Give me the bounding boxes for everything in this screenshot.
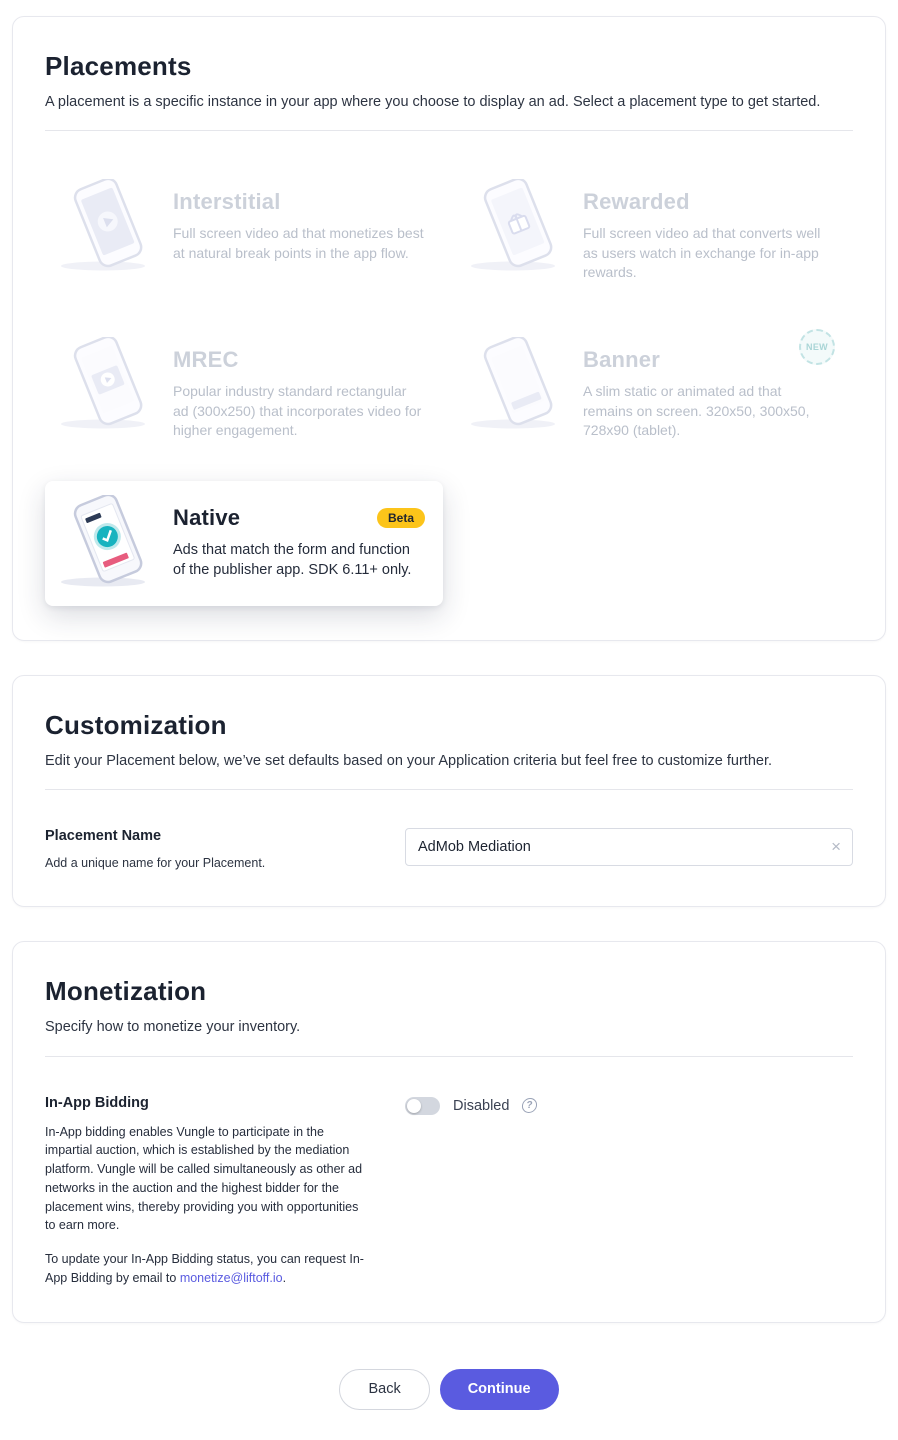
in-app-bidding-label-col	[45, 1095, 405, 1288]
customization-title: Customization	[45, 709, 227, 740]
placement-type-grid	[45, 165, 853, 606]
placement-text	[583, 179, 835, 283]
placements-card	[12, 16, 886, 641]
placement-name-label-col	[45, 828, 405, 872]
placement-name-row	[45, 828, 853, 872]
toggle-knob	[407, 1099, 421, 1113]
placement-type-interstitial[interactable]	[45, 165, 443, 297]
placement-type-rewarded[interactable]	[455, 165, 853, 297]
placement-description: A slim static or animated ad that remains on screen. 320x50, 300x50, 728x90 (tablet).	[583, 383, 810, 439]
placement-text	[173, 495, 425, 581]
placement-title: Native	[173, 504, 241, 530]
request-suffix: .	[282, 1270, 287, 1285]
monetization-title: Monetization	[45, 976, 207, 1007]
request-text: To update your In-App Bidding status, you can request In-App Bidding by email to	[45, 1252, 364, 1285]
in-app-bidding-description: In-App bidding enables Vungle to participate in the impartial auction, which is established by the mediation platform. Vungle will be called simultaneously as other ad networks in the auction and the highest bidder for the placement wins, thereby providing you with opportunities to earn more.	[45, 1124, 363, 1233]
customization-card	[12, 675, 886, 907]
continue-button[interactable]: Continue	[440, 1369, 559, 1410]
customization-subtitle: Edit your Placement below, we’ve set defaults based on your Application criteria but feel free to customize further.	[45, 752, 773, 769]
footer-actions	[12, 1357, 886, 1440]
in-app-bidding-toggle-row	[405, 1095, 853, 1115]
placement-description: Popular industry standard rectangular ad (300x250) that incorporates video for higher engagement.	[173, 383, 422, 439]
rewarded-phone-icon	[463, 179, 573, 276]
placement-title: Banner	[583, 347, 660, 373]
placement-name-label: Placement Name	[45, 828, 162, 845]
native-title-row	[173, 505, 425, 531]
help-icon[interactable]: ?	[522, 1098, 539, 1113]
placement-text	[173, 179, 425, 263]
monetization-card	[12, 941, 886, 1322]
interstitial-phone-icon	[53, 179, 163, 276]
monetization-subtitle: Specify how to monetize your inventory.	[45, 1019, 301, 1036]
monetize-email-link[interactable]: monetize@liftoff.io	[179, 1270, 283, 1285]
placement-type-native[interactable]	[45, 481, 443, 606]
divider	[45, 789, 853, 790]
placement-name-input-wrap	[405, 828, 853, 866]
placement-title: Rewarded	[583, 189, 690, 215]
placement-name-helper: Add a unique name for your Placement.	[45, 856, 266, 871]
back-button[interactable]: Back	[339, 1369, 429, 1410]
placement-description: Ads that match the form and function of the publisher app. SDK 6.11+ only.	[173, 541, 412, 579]
placement-type-banner[interactable]	[455, 323, 853, 455]
beta-badge: Beta	[377, 508, 425, 528]
in-app-bidding-status: Disabled	[453, 1097, 510, 1114]
placement-description: Full screen video ad that converts well as users watch in exchange for in-app rewards.	[583, 225, 821, 281]
divider	[45, 1056, 853, 1057]
placement-text	[173, 337, 425, 441]
new-badge: NEW	[799, 329, 835, 365]
placement-description: Full screen video ad that monetizes best at natural break points in the app flow.	[173, 225, 424, 261]
placements-subtitle: A placement is a specific instance in your app where you choose to display an ad. Select a placement type to get started.	[45, 94, 821, 110]
in-app-bidding-label: In-App Bidding	[45, 1094, 149, 1111]
divider	[45, 130, 853, 131]
placement-name-control-col	[405, 828, 853, 866]
mrec-phone-icon	[53, 337, 163, 434]
placement-type-mrec[interactable]	[45, 323, 443, 455]
in-app-bidding-row	[45, 1095, 853, 1288]
in-app-bidding-toggle[interactable]	[405, 1097, 440, 1115]
in-app-bidding-request	[45, 1250, 367, 1288]
clear-input-icon[interactable]: ×	[831, 837, 841, 857]
placement-name-input[interactable]	[405, 828, 853, 866]
placement-text	[583, 337, 835, 441]
placements-title: Placements	[45, 51, 192, 81]
placement-title: MREC	[173, 347, 239, 373]
native-phone-icon	[53, 495, 163, 592]
placement-title: Interstitial	[173, 189, 281, 215]
banner-phone-icon	[463, 337, 573, 434]
in-app-bidding-control-col	[405, 1095, 853, 1115]
